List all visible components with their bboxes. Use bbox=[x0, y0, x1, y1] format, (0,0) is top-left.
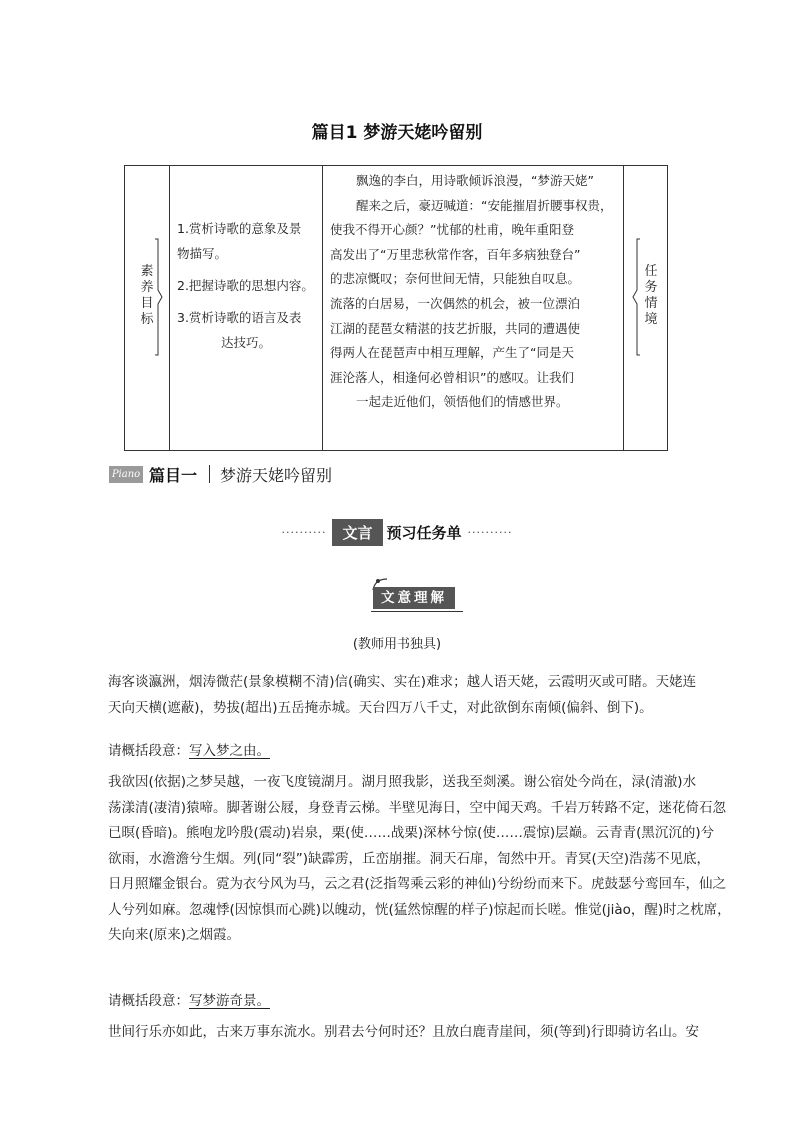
table-divider bbox=[623, 166, 624, 450]
preview-task-banner bbox=[0, 519, 794, 546]
goals-situation-table bbox=[124, 165, 668, 451]
goal-item: 3.赏析诗歌的语言及表 达技巧。 bbox=[177, 310, 302, 350]
brace-icon bbox=[154, 238, 164, 356]
banner-box-label: 文言 bbox=[332, 519, 382, 546]
dotted-rule: ·········· bbox=[467, 526, 513, 539]
text-paragraph: 我欲因(依据)之梦吴越，一夜飞度镜湖月。湖月照我影，送我至剡溪。谢公宿处今尚在，渌(清澈)水 荡漾清(凄清)猿啼。脚著谢公屐，身登青云梯。半壁见海日，空中闻天鸡。千岩万转路不定，迷花倚石忽 已暝(昏暗)。熊咆龙吟殷(震动)岩泉，栗(使……战栗)深林兮惊(使……震惊)层巅。云青青(黑沉沉的)兮 欲雨，水澹澹兮生烟。列(同“裂”)缺霹雳，丘峦崩摧。洞天石扉，訇然中开。青冥(天空)浩荡不见底， 日月照耀金银台。霓为衣兮风为马，云之君(泛指驾乘云彩的神仙)兮纷纷而来下。虎鼓瑟兮鸾回车，仙之 人兮列如麻。忽魂悸(因惊惧而心跳)以魄动，恍(猛然惊醒的样子)惊起而长嗟。惟觉(jiào，醒)时之枕席， 失向来(原来)之烟霞。 bbox=[108, 774, 731, 943]
section-badge: Piano bbox=[109, 466, 143, 483]
meaning-understanding-heading: 文意理解 bbox=[371, 576, 463, 612]
banner-text: 预习任务单 bbox=[386, 524, 462, 542]
section-title: 篇目一 bbox=[149, 465, 198, 485]
paragraph-summary: 请概括段意：写入梦之由。 bbox=[108, 743, 270, 759]
goal-item: 2.把握诗歌的思想内容。 bbox=[177, 278, 314, 293]
paragraph-summary: 请概括段意：写梦游奇景。 bbox=[108, 993, 270, 1009]
dotted-rule: ·········· bbox=[281, 526, 327, 539]
text-paragraph: 海客谈瀛洲，烟涛微茫(景象模糊不清)信(确实、实在)难求；越人语天姥，云霞明灭或可睹。天姥连 天向天横(遮蔽)，势拔(超出)五岳掩赤城。天台四万八千丈，对此欲倒东南倾(偏斜、倒下)。 bbox=[108, 674, 697, 716]
text-paragraph: 世间行乐亦如此，古来万事东流水。别君去兮何时还？且放白鹿青崖间，须(等到)行即骑访名山。安 bbox=[108, 1024, 700, 1040]
literacy-goals-label: 素养目标 bbox=[140, 264, 154, 327]
section-separator bbox=[209, 465, 210, 483]
section-subtitle: 梦游天姥吟留别 bbox=[220, 465, 333, 485]
task-situation-label: 任务情境 bbox=[644, 264, 658, 327]
task-situation-text: 飘逸的李白，用诗歌倾诉浪漫，“梦游天姥” 醒来之后，豪迈喊道：“安能摧眉折腰事权贵， 使我不得开心颜？”忧郁的杜甫，晚年重阳登 高发出了“万里悲秋常作客，百年多病独登台” 的悲凉慨叹；奈何世间无情，只能独自叹息。 流落的白居易，一次偶然的机会，被一位漂泊 江湖的琵琶女精湛的技艺折服，共同的遭遇使 得两人在琵琶声中相互理解，产生了“同是天 涯沦落人，相逢何必曾相识”的感叹。让我们 一起走近他们，领悟他们的情感世界。 bbox=[330, 173, 613, 410]
page-title: 篇目1 梦游天姥吟留别 bbox=[311, 123, 483, 143]
goals-list bbox=[177, 216, 329, 362]
section-header bbox=[109, 460, 332, 488]
table-divider bbox=[169, 166, 170, 450]
teacher-note: (教师用书独具) bbox=[352, 637, 442, 652]
goal-item: 1.赏析诗歌的意象及景 物描写。 bbox=[177, 221, 302, 261]
